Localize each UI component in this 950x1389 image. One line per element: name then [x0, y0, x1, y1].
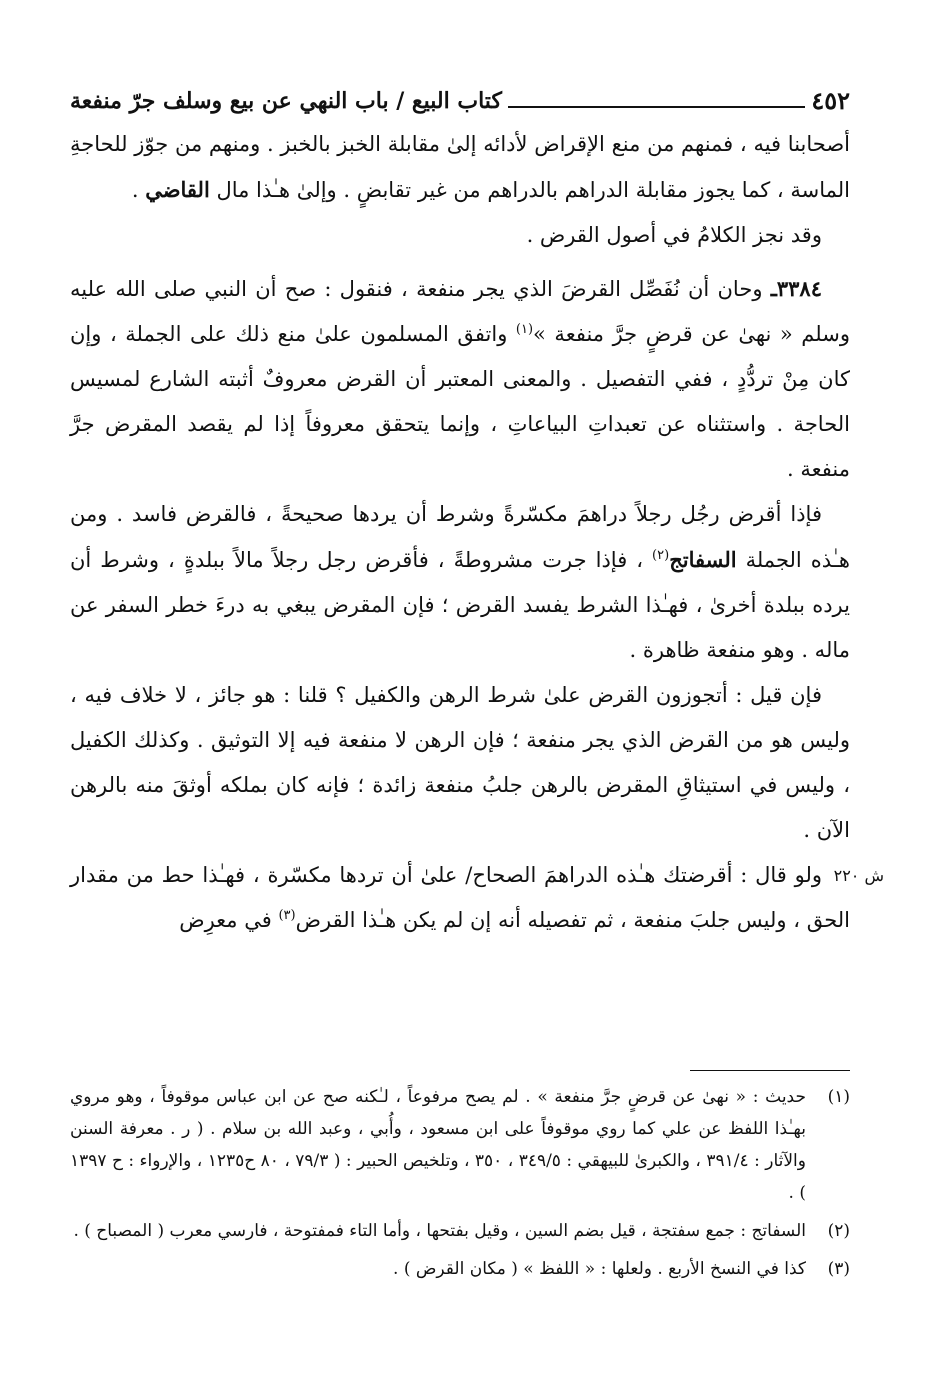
- paragraph-text: أصحابنا فيه ، فمنهم من منع الإقراض لأدائه إلىٰ مقابلة الخبز بالخبز . ومنهم من جوّز للحاجةِ الماسة ، كما يجوز مقابلة الدراهم بالدراهم من غير تقابضٍ . وإلىٰ هـٰذا مال: [70, 132, 850, 202]
- footnote-marker-3[interactable]: (٣): [278, 908, 296, 923]
- margin-page-reference: ش ٢٢٠: [833, 866, 884, 885]
- footnote-marker-2[interactable]: (٢): [652, 548, 670, 563]
- paragraph-3384: [70, 266, 850, 492]
- footnote-text: السفاتج : جمع سفتجة ، قيل بضم السين ، وقيل بفتحها ، وأما التاء فمفتوحة ، فارسي معرب ( المصباح ) .: [73, 1221, 806, 1241]
- bold-term-qadi: القاضي: [145, 177, 210, 202]
- paragraph-text: وحان أن نُفَصِّل القرضَ الذي يجر منفعة ، فنقول : صح أن النبي صلى الله عليه وسلم « نهىٰ عن قرضٍ جرَّ منفعة »: [70, 277, 850, 346]
- footnote-text: كذا في النسخ الأربع . ولعلها : « اللفظ » ( مكان القرض ) .: [393, 1259, 806, 1279]
- footnote-1: [70, 1081, 850, 1209]
- paragraph-continuation: [70, 122, 850, 213]
- paragraph-text: في معرِض: [179, 908, 279, 932]
- main-text: [70, 122, 884, 943]
- paragraph-conclusion: [70, 213, 850, 258]
- paragraph-text: واتفق المسلمون علىٰ منع ذلك على الجملة ، وإن كان مِنْ تردُّدٍ ، ففي التفصيل . والمعنى المعتبر أن القرض معروفٌ أثبته الشارع لمسيس الحاجة . واستثناه عن تعبداتِ البياعاتِ ، وإنما يتحقق معروفاً إذا لم يقصد المقرض جرَّ منفعة .: [70, 322, 850, 481]
- page-number: ٤٥٢: [811, 86, 850, 115]
- page-header: [70, 78, 850, 118]
- section-number: ٣٣٨٤ـ: [770, 276, 822, 301]
- footnote-text: حديث : « نهىٰ عن قرضٍ جرَّ منفعة » . لم يصح مرفوعاً ، لـٰكنه صح عن ابن عباس موقوفاً ، وهو مروي بهـٰذا اللفظ عن علي كما روي موقوفاً على ابن مسعود ، وأُبي ، وعبد الله بن سلام . ( ر . معرفة السنن والآثار : ٣٩١/٤ ، والكبرىٰ للبيهقي : ٣٤٩/٥ ، ٣٥٠ ، وتلخيص الحبير : ( ٧٩/٣ ، ٨٠ ح١٢٣٥ ، والإرواء : ح ١٣٩٧ ) .: [70, 1087, 806, 1203]
- book-page: [70, 78, 884, 1348]
- footnotes-section: [70, 1070, 850, 1291]
- running-title: كتاب البيع / باب النهي عن بيع وسلف جرّ منفعة: [70, 88, 502, 114]
- footnote-number: (٢): [827, 1221, 850, 1241]
- paragraph-rahn: [70, 673, 850, 853]
- footnote-number: (١): [827, 1087, 850, 1107]
- bold-term-safatij: السفاتج: [669, 547, 737, 572]
- footnote-marker-1[interactable]: (١): [515, 322, 534, 337]
- footnote-3: [70, 1253, 850, 1285]
- footnote-number: (٣): [827, 1259, 850, 1279]
- footnote-rule: [690, 1070, 850, 1071]
- paragraph-text: ، فإذا جرت مشروطةً ، فأقرض رجل رجلاً مالاً ببلدةٍ ، وشرط أن يرده ببلدة أخرىٰ ، فهـٰذا الشرط يفسد القرض ؛ فإن المقرض يبغي به درءَ خطر السفر عن ماله . وهو منفعة ظاهرة .: [70, 548, 850, 662]
- footnote-2: [70, 1215, 850, 1247]
- header-rule: [508, 106, 805, 108]
- paragraph-text: فإذا أقرض رجُل رجلاً دراهمَ مكسّرةً وشرط أن يردها صحيحةً ، فالقرض فاسد . ومن هـٰذه الجملة: [70, 502, 850, 572]
- paragraph-text: وقد نجز الكلامُ في أصول القرض .: [526, 223, 822, 247]
- paragraph-sihah: [70, 853, 884, 943]
- paragraph-text: فإن قيل : أتجوزون القرض علىٰ شرط الرهن والكفيل ؟ قلنا : هو جائز ، لا خلاف فيه ، وليس هو من القرض الذي يجر منفعة ؛ فإن الرهن لا منفعة فيه إلا التوثيق . وكذلك الكفيل ، وليس في استيثاقِ المقرض بالرهن جلبُ منفعة زائدة ؛ فإنه كان بملكه أوثقَ منه بالرهن الآن .: [70, 683, 850, 842]
- paragraph-safatij: [70, 492, 850, 673]
- paragraph-text: ولو قال : أقرضتك هـٰذه الدراهمَ الصحاح/ علىٰ أن تردها مكسّرة ، فهـٰذا حط من مقدار الحق ، وليس جلبَ منفعة ، ثم تفصيله أنه إن لم يكن هـٰذا القرض: [70, 863, 850, 932]
- paragraph-end: .: [131, 178, 146, 202]
